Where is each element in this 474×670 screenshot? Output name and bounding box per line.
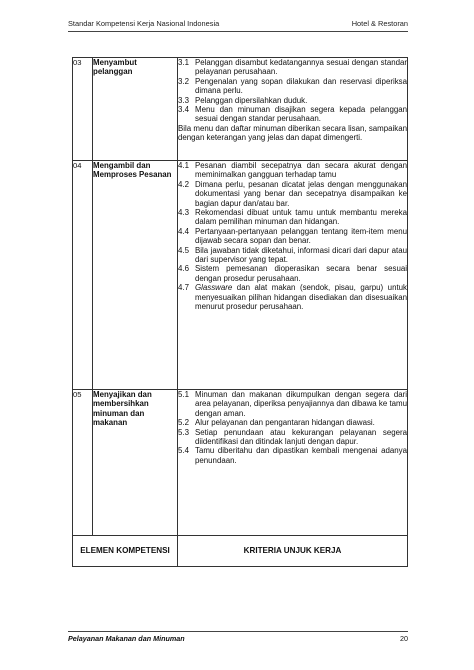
- row-number: 03: [73, 58, 93, 161]
- row-number: 05: [73, 390, 93, 536]
- header-section-title: Hotel & Restoran: [351, 19, 408, 28]
- table-row: [73, 161, 408, 390]
- header-standard-title: Standar Kompetensi Kerja Nasional Indonesia: [68, 19, 220, 28]
- criteria-item: 5.3 Setiap penundaan atau kekurangan pelayanan segera diidentifikasi dan ditindak lanjuti dengan dapur.: [178, 427, 407, 447]
- table-heading-row: [73, 536, 408, 567]
- criteria-item: 4.3 Rekomendasi dibuat untuk tamu untuk membantu mereka dalam pemilihan minuman dan hidangan.: [178, 208, 407, 227]
- criteria-item: 3.1 Pelanggan disambut kedatangannya sesuai dengan standar pelayanan perusahaan.: [178, 58, 407, 77]
- element-heading: ELEMEN KOMPETENSI: [73, 536, 178, 567]
- criteria-item: 5.2 Alur pelayanan dan pengantaran hidangan diawasi.: [178, 418, 375, 428]
- table-row: [73, 390, 408, 536]
- criteria-item: 4.1 Pesanan diambil secepatnya dan secara akurat dengan meminimalkan gangguan terhadap tamu: [178, 161, 407, 180]
- criteria-item: 4.7 Glassware dan alat makan (sendok, pisau, garpu) untuk menyesuaikan pilihan hidangan disediakan dan disesuaikan menurut prosedur perusahaan.: [178, 283, 407, 312]
- footer-module-title: Pelayanan Makanan dan Minuman: [68, 634, 185, 643]
- criteria-cell: [178, 161, 408, 390]
- element-name: Menyajikan dan membersihkan minuman dan makanan: [93, 390, 178, 536]
- page-header: [68, 19, 408, 31]
- element-name: Mengambil dan Memproses Pesanan: [93, 161, 178, 390]
- criteria-cell: [178, 58, 408, 161]
- criteria-item: 4.4 Pertanyaan-pertanyaan pelanggan tentang item-item menu dijawab secara sopan dan benar.: [178, 226, 407, 246]
- criteria-item: 3.4 Menu dan minuman disajikan segera kepada pelanggan sesuai dengan standar perusahaan.: [178, 105, 407, 124]
- criteria-item: 4.6 Sistem pemesanan dioperasikan secara benar sesuai dengan prosedur perusahaan.: [178, 264, 407, 283]
- competency-table: [72, 57, 408, 567]
- page-number: 20: [400, 634, 408, 643]
- glassware-term: Glassware: [195, 283, 233, 293]
- criteria-item: 5.4 Tamu diberitahu dan dipastikan kembali mengenai adanya penundaan.: [178, 446, 407, 465]
- footer-divider: [68, 631, 408, 632]
- element-name: Menyambut pelanggan: [93, 58, 178, 161]
- criteria-item: 3.3 Pelanggan dipersilahkan duduk.: [178, 95, 308, 105]
- criteria-item: 4.5 Bila jawaban tidak diketahui, informasi dicari dari dapur atau dari supervisor yang tepat.: [178, 245, 407, 265]
- criteria-item: 5.1 Minuman dan makanan dikumpulkan dengan segera dari area pelayanan, diperiksa penyajiannya dan dibawa ke tamu dengan aman.: [178, 390, 407, 418]
- criteria-item: 4.2 Dimana perlu, pesanan dicatat jelas dengan menggunakan dokumentasi yang benar dan secepatnya disampaikan ke bagian dapur dan/atau bar.: [178, 179, 407, 208]
- criteria-cell: [178, 390, 408, 536]
- criteria-item: 3.2 Pengenalan yang sopan dilakukan dan reservasi diperiksa dimana perlu.: [178, 76, 407, 96]
- table-row: [73, 58, 408, 161]
- header-divider: [68, 31, 408, 32]
- row-number: 04: [73, 161, 93, 390]
- criteria-heading: KRITERIA UNJUK KERJA: [178, 536, 408, 567]
- criteria-note: Bila menu dan daftar minuman diberikan secara lisan, sampaikan dengan keterangan yang jelas dan dapat dimengerti.: [178, 123, 407, 143]
